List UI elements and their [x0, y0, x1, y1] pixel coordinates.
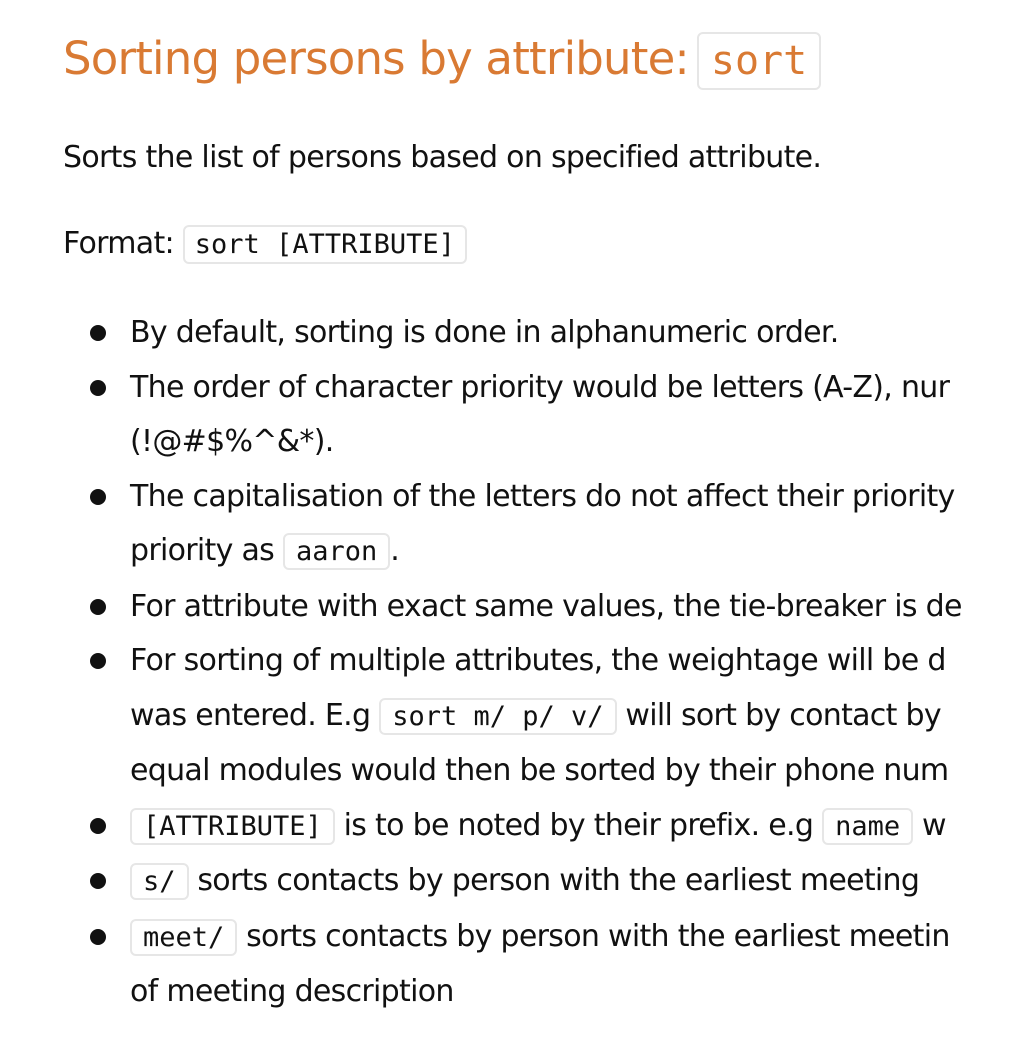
heading-code: sort [697, 32, 821, 90]
list-item-text: . [390, 533, 400, 568]
list-item [130, 306, 1018, 361]
list-item-text: w [921, 807, 946, 843]
list-item [130, 361, 1018, 470]
list-item-line [130, 854, 1018, 910]
description-paragraph: Sorts the list of persons based on specified attribute. [63, 140, 822, 175]
list-item-text: will sort by contact by [625, 697, 941, 733]
format-code: sort [ATTRIBUTE] [183, 225, 467, 264]
list-item [130, 580, 1018, 635]
heading-text: Sorting persons by attribute: [63, 32, 689, 85]
format-paragraph [63, 221, 467, 268]
list-item-text: sorts contacts by person with the earliest meeting [197, 863, 920, 898]
list-item-text: of meeting description [130, 974, 454, 1009]
format-label: Format: [63, 226, 174, 261]
section-heading [63, 26, 821, 94]
inline-code: name [822, 808, 913, 845]
list-item-text: priority as [130, 533, 275, 568]
list-item-text: The order of character priority would be letters (A-Z), nur [130, 369, 950, 405]
list-item-text: For sorting of multiple attributes, the weightage will be d [130, 643, 946, 678]
list-item-line [130, 799, 1018, 855]
inline-code: [ATTRIBUTE] [130, 808, 335, 845]
list-item [130, 634, 1018, 799]
list-item-line [130, 524, 1018, 580]
list-item-text: (!@#$%^&*). [130, 424, 334, 459]
list-item-text: By default, sorting is done in alphanumeric order. [130, 315, 839, 350]
list-item-text: The capitalisation of the letters do not affect their priority [130, 478, 955, 514]
list-item-text: equal modules would then be sorted by their phone num [130, 753, 949, 788]
list-item-text: is to be noted by their prefix. e.g [343, 807, 814, 843]
inline-code: aaron [283, 533, 390, 570]
list-item-text: was entered. E.g [130, 697, 371, 733]
list-item-text: For attribute with exact same values, the tie-breaker is de [130, 588, 962, 624]
inline-code: s/ [130, 863, 189, 900]
list-item [130, 470, 1018, 580]
list-item-line [130, 689, 1018, 745]
list-item [130, 799, 1018, 855]
list-item-text: sorts contacts by person with the earliest meetin [246, 918, 950, 954]
inline-code: sort m/ p/ v/ [379, 698, 616, 735]
list-item-line [130, 910, 1018, 966]
list-item [130, 910, 1018, 1020]
inline-code: meet/ [130, 919, 237, 956]
list-item [130, 854, 1018, 910]
rules-list [130, 306, 1018, 1020]
